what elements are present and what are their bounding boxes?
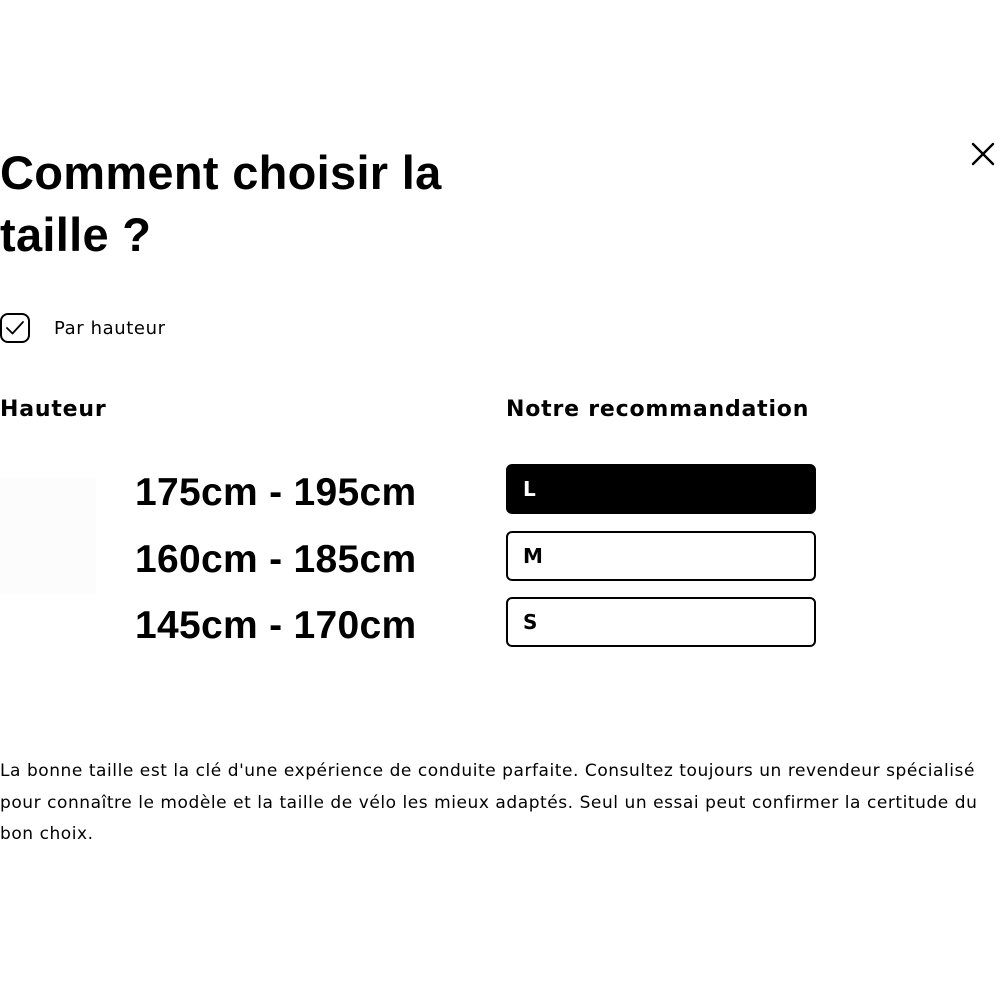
size-m-button[interactable]: M <box>506 531 816 581</box>
size-row <box>0 597 820 649</box>
size-row <box>0 464 820 516</box>
filter-label: Par hauteur <box>54 317 166 339</box>
height-checkbox[interactable] <box>0 313 30 343</box>
filter-by-height[interactable] <box>0 311 166 345</box>
height-range: 160cm - 185cm <box>135 538 417 581</box>
size-s-button[interactable]: S <box>506 597 816 647</box>
dialog-title: Comment choisir la taille ? <box>0 146 442 261</box>
close-icon <box>968 139 998 169</box>
height-column-header: Hauteur <box>0 397 107 422</box>
size-l-button[interactable]: L <box>506 464 816 514</box>
size-row <box>0 531 820 583</box>
recommendation-column-header: Notre recommandation <box>506 397 810 422</box>
height-range: 145cm - 170cm <box>135 604 417 647</box>
sizing-note: La bonne taille est la clé d'une expérience de conduite parfaite. Consultez toujours un revendeur spécialisé pour connaître le modèle et la taille de vélo les mieux adaptés. Seul un essai peut confirmer la certitude du bon choix. <box>0 761 978 844</box>
height-range: 175cm - 195cm <box>135 471 417 514</box>
checkmark-icon <box>5 320 25 336</box>
close-button[interactable] <box>968 139 998 169</box>
